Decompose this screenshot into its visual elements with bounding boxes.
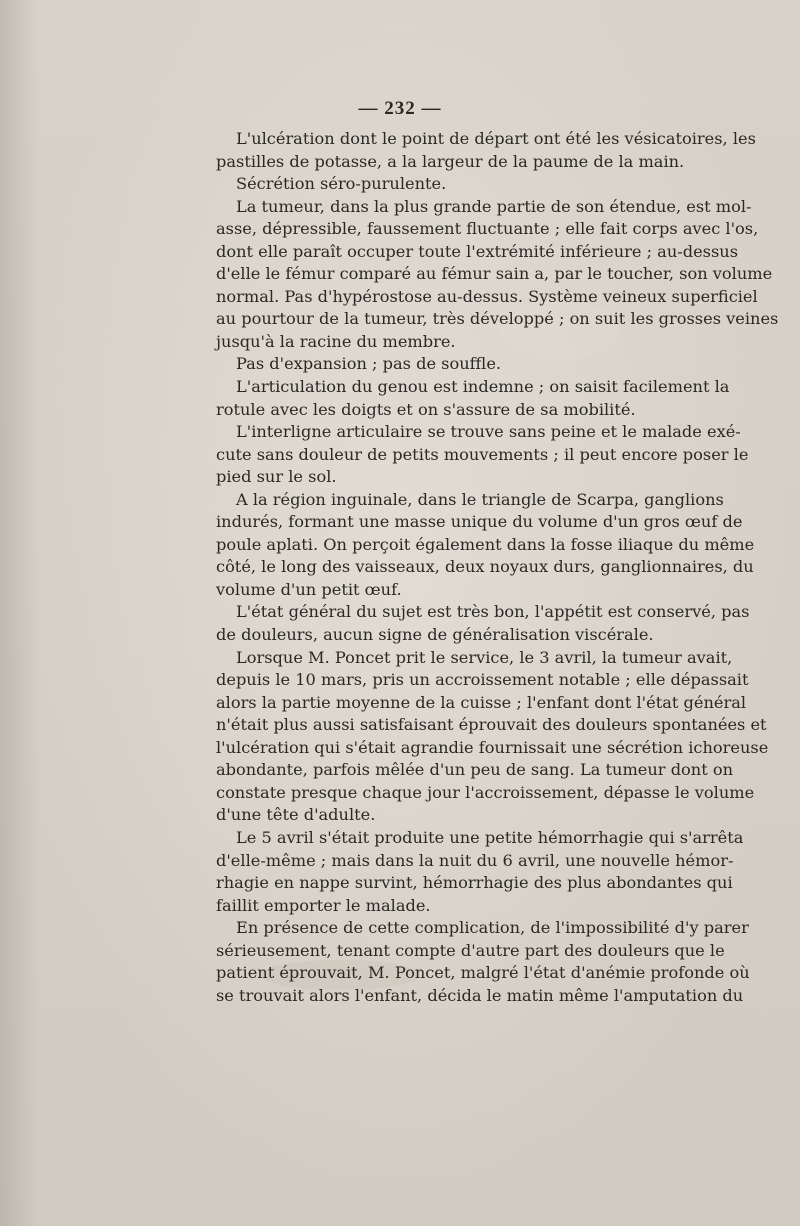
text-line: L'articulation du genou est indemne ; on saisit facilement la <box>236 377 730 397</box>
text-line: Sécrétion séro-purulente. <box>236 174 447 194</box>
text-line: La tumeur, dans la plus grande partie de son étendue, est mol- <box>236 196 752 216</box>
text-line: jusqu'à la racine du membre. <box>216 331 456 351</box>
text-line: dont elle paraît occuper toute l'extrémité inférieure ; au-dessus <box>216 241 739 261</box>
text-line: faillit emporter le malade. <box>216 895 431 915</box>
text-line: L'interligne articulaire se trouve sans peine et le malade exé- <box>236 422 741 442</box>
text-line: L'état général du sujet est très bon, l'appétit est conservé, pas <box>236 602 750 622</box>
text-line: sérieusement, tenant compte d'autre part des douleurs que le <box>216 940 725 960</box>
text-line: pied sur le sol. <box>216 467 337 487</box>
body-text <box>216 128 779 1007</box>
text-line: constate presque chaque jour l'accroissement, dépasse le volume <box>216 782 755 802</box>
text-line: patient éprouvait, M. Poncet, malgré l'état d'anémie profonde où <box>216 963 750 983</box>
text-line: rotule avec les doigts et on s'assure de sa mobilité. <box>216 399 636 419</box>
text-line: Pas d'expansion ; pas de souffle. <box>236 354 502 374</box>
text-line: alors la partie moyenne de la cuisse ; l'enfant dont l'état général <box>216 692 747 712</box>
text-line: L'ulcération dont le point de départ ont été les vésicatoires, les <box>236 129 756 148</box>
text-line: indurés, formant une masse unique du volume d'un gros œuf de <box>216 512 743 532</box>
text-line: Le 5 avril s'était produite une petite hémorrhagie qui s'arrêta <box>236 827 744 847</box>
text-line: d'elle le fémur comparé au fémur sain a, par le toucher, son volume <box>216 264 773 284</box>
text-line: cute sans douleur de petits mouvements ; il peut encore poser le <box>216 444 749 464</box>
text-line: d'une tête d'adulte. <box>216 805 376 825</box>
text-line: normal. Pas d'hypérostose au-dessus. Système veineux superficiel <box>216 286 758 306</box>
text-line: se trouvait alors l'enfant, décida le matin même l'amputation du <box>216 985 744 1005</box>
page-number: — 232 — <box>358 98 442 119</box>
text-line: pastilles de potasse, a la largeur de la paume de la main. <box>216 151 685 171</box>
text-line: volume d'un petit œuf. <box>216 579 402 599</box>
text-line: n'était plus aussi satisfaisant éprouvait des douleurs spontanées et <box>216 715 767 735</box>
text-line: A la région inguinale, dans le triangle de Scarpa, ganglions <box>236 489 724 509</box>
text-line: depuis le 10 mars, pris un accroissement notable ; elle dépassait <box>216 670 749 690</box>
text-line: En présence de cette complication, de l'impossibilité d'y parer <box>236 918 749 938</box>
text-line: de douleurs, aucun signe de généralisation viscérale. <box>216 625 654 645</box>
text-line: l'ulcération qui s'était agrandie fournissait une sécrétion ichoreuse <box>216 737 769 757</box>
text-line: rhagie en nappe survint, hémorrhagie des plus abondantes qui <box>216 873 733 893</box>
text-line: abondante, parfois mêlée d'un peu de sang. La tumeur dont on <box>216 760 734 780</box>
text-line: au pourtour de la tumeur, très développé ; on suit les grosses veines <box>216 309 779 329</box>
text-line: poule aplati. On perçoit également dans la fosse iliaque du même <box>216 534 755 554</box>
text-line: asse, dépressible, faussement fluctuante ; elle fait corps avec l'os, <box>216 219 759 239</box>
text-line: côté, le long des vaisseaux, deux noyaux durs, ganglionnaires, du <box>216 557 754 577</box>
text-line: Lorsque M. Poncet prit le service, le 3 avril, la tumeur avait, <box>236 647 733 667</box>
text-line: d'elle-même ; mais dans la nuit du 6 avril, une nouvelle hémor- <box>216 850 734 870</box>
binding-shadow <box>0 0 40 1226</box>
